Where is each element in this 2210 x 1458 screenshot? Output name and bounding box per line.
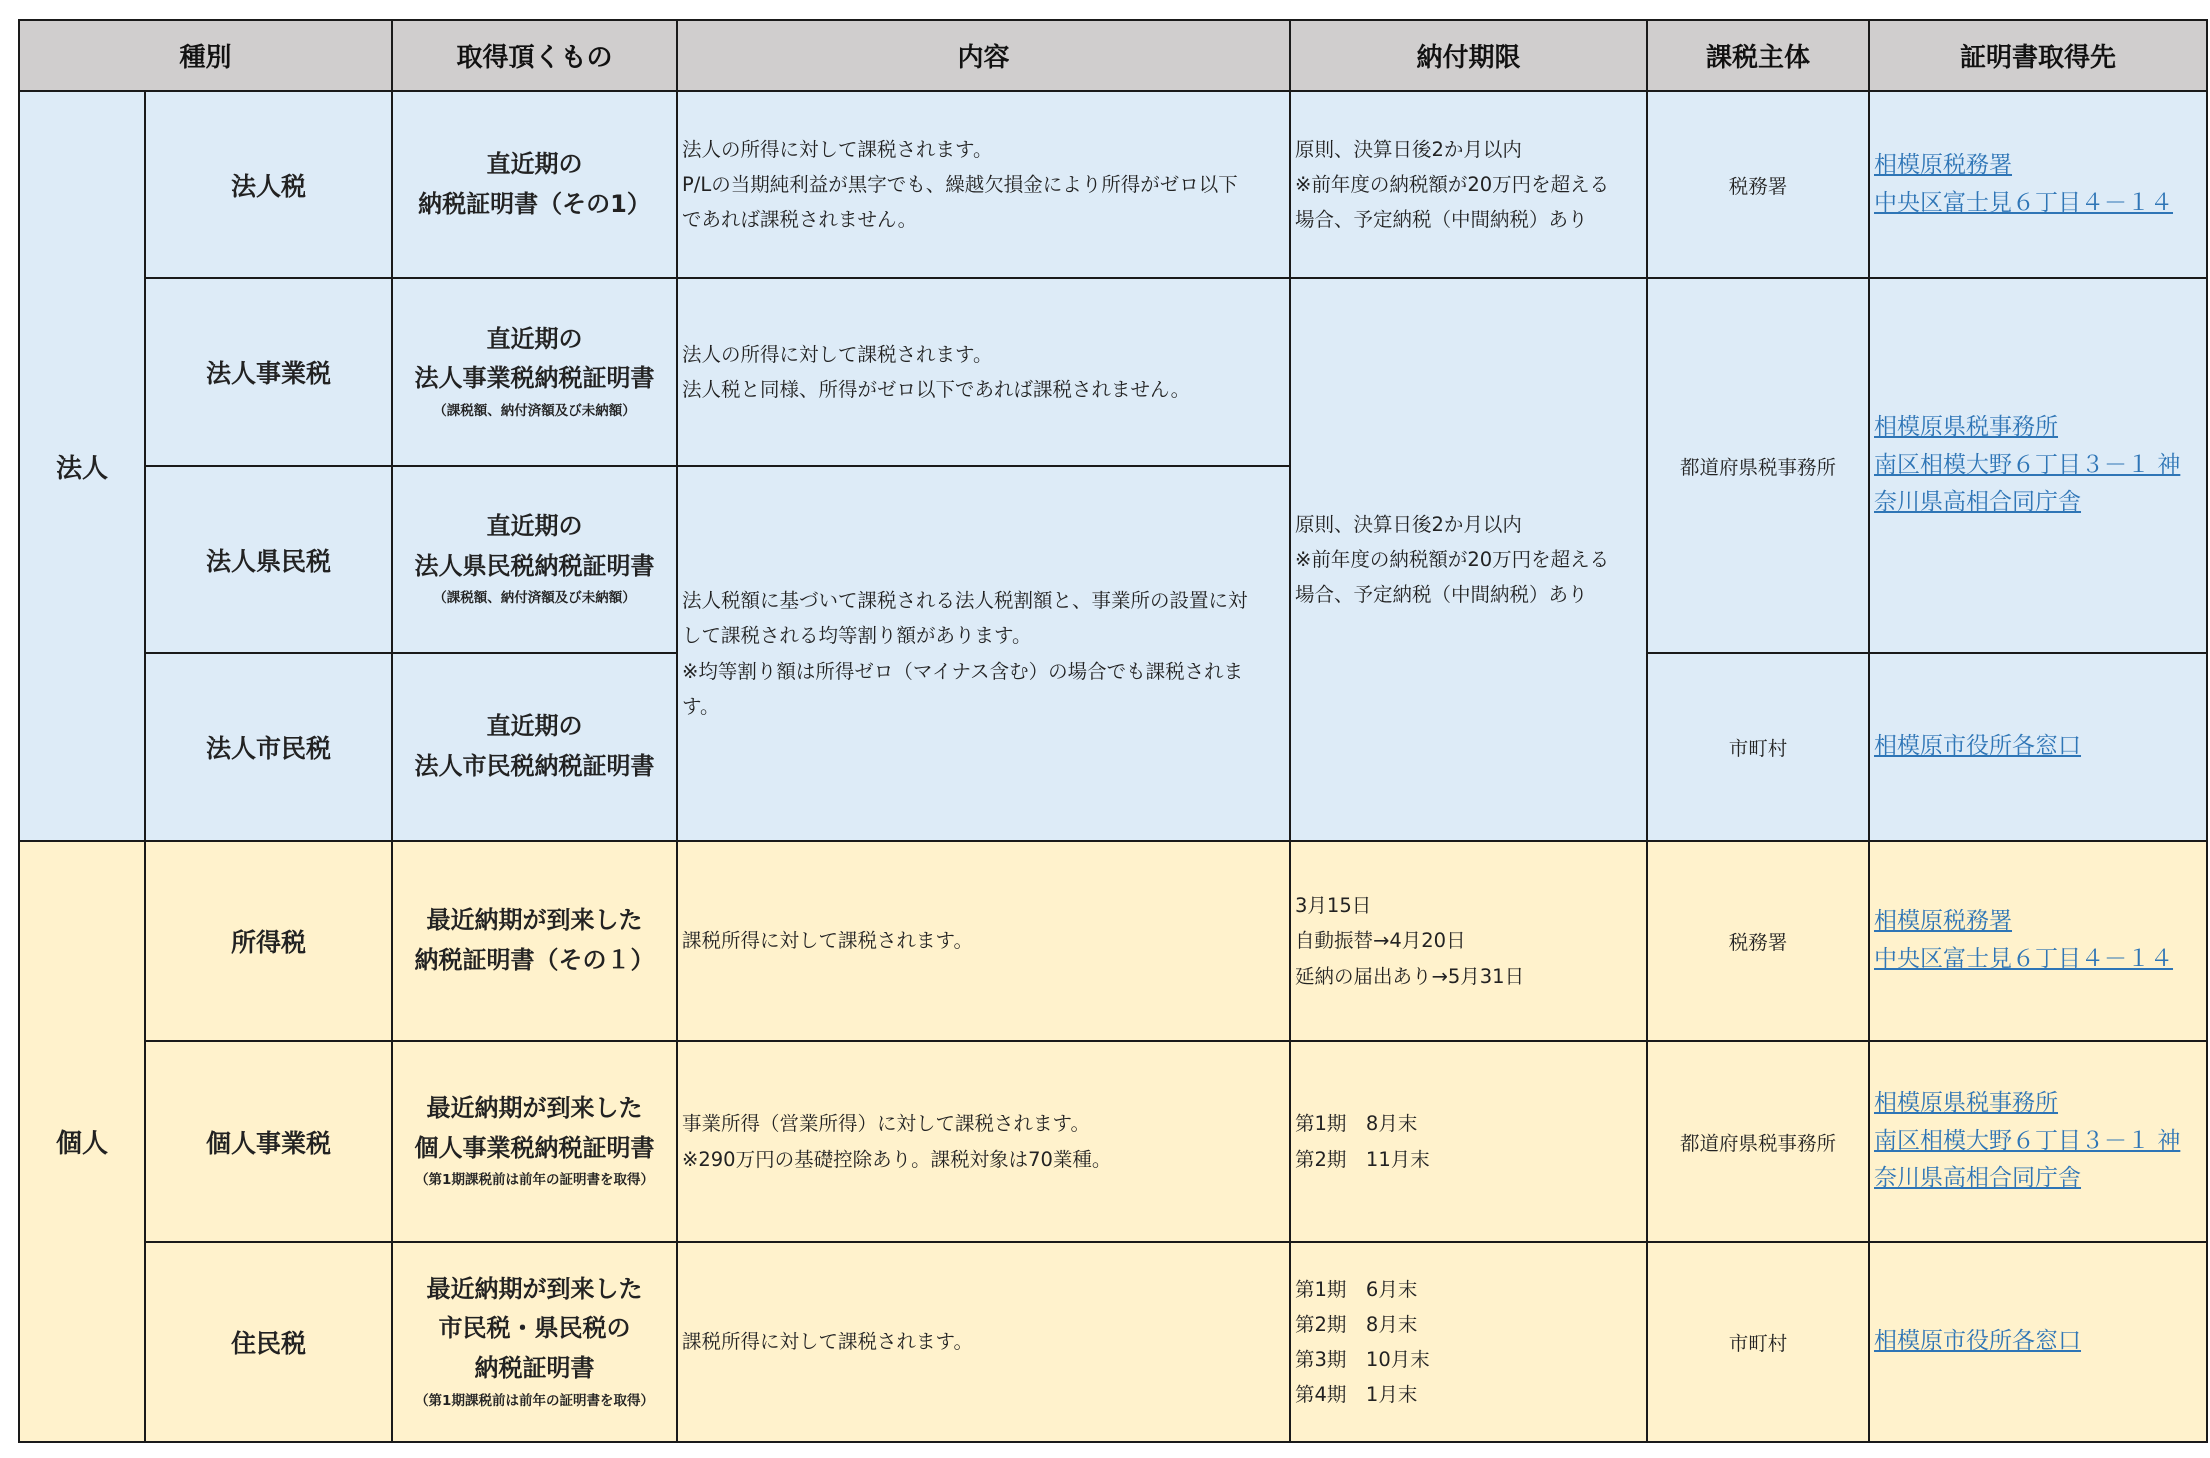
tax-type: 法人県民税 xyxy=(145,466,392,653)
certificate-name xyxy=(392,653,677,841)
tax-content xyxy=(677,466,1290,841)
destination-link[interactable]: 相模原県税事務所 xyxy=(1874,1089,2059,1116)
taxing-authority: 税務署 xyxy=(1647,841,1869,1041)
taxing-authority: 都道府県税事務所 xyxy=(1647,1041,1869,1242)
destination-link[interactable]: 中央区富士見６丁目４－１４ xyxy=(1874,946,2174,972)
deadline-line: 第2期 11月末 xyxy=(1295,1147,1430,1171)
certificate-name xyxy=(392,278,677,466)
deadline-line: 原則、決算日後2か月以内 xyxy=(1295,137,1522,161)
certificate-destination xyxy=(1869,653,2207,841)
certificate-name xyxy=(392,841,677,1041)
certificate-line: 直近期の xyxy=(486,512,583,541)
taxing-authority: 市町村 xyxy=(1647,653,1869,841)
content-line: 課税所得に対して課税されます。 xyxy=(682,929,973,953)
destination-link[interactable]: 南区相模大野６丁目３－１ 神 xyxy=(1874,451,2181,478)
deadline-line: ※前年度の納税額が20万円を超える xyxy=(1295,172,1610,196)
certificate-destination xyxy=(1869,1242,2207,1442)
table-row xyxy=(19,1041,2207,1242)
payment-deadline xyxy=(1290,278,1647,841)
content-line: P/Lの当期純利益が黒字でも、繰越欠損金により所得がゼロ以下 xyxy=(682,172,1238,196)
tax-certificate-table xyxy=(18,19,2208,1443)
deadline-line: 3月15日 xyxy=(1295,894,1372,918)
tax-type: 所得税 xyxy=(145,841,392,1041)
payment-deadline xyxy=(1290,91,1647,278)
deadline-line: ※前年度の納税額が20万円を超える xyxy=(1295,547,1610,571)
certificate-line: 納税証明書 xyxy=(474,1353,595,1382)
tax-content xyxy=(677,278,1290,466)
certificate-destination xyxy=(1869,278,2207,653)
certificate-destination xyxy=(1869,841,2207,1041)
destination-link[interactable]: 奈川県高相合同庁舎 xyxy=(1874,489,2082,516)
taxing-authority: 都道府県税事務所 xyxy=(1647,278,1869,653)
content-line: ※均等割り額は所得ゼロ（マイナス含む）の場合でも課税されま xyxy=(682,659,1244,683)
certificate-destination xyxy=(1869,91,2207,278)
category-individual: 個人 xyxy=(19,841,145,1442)
certificate-line: 法人県民税納税証明書 xyxy=(414,551,655,580)
tax-content xyxy=(677,841,1290,1041)
certificate-line: 直近期の xyxy=(486,324,583,353)
certificate-note: （課税額、納付済額及び未納額） xyxy=(433,402,636,419)
table-row xyxy=(19,278,2207,466)
certificate-line: 法人事業税納税証明書 xyxy=(414,364,655,393)
certificate-line: 最近納期が到来した xyxy=(426,906,643,935)
payment-deadline xyxy=(1290,841,1647,1041)
certificate-line: 納税証明書（その１） xyxy=(414,946,655,974)
certificate-line: 法人市民税納税証明書 xyxy=(414,752,655,780)
destination-link[interactable]: 中央区富士見６丁目４－１４ xyxy=(1874,189,2174,216)
tax-content xyxy=(677,91,1290,278)
deadline-line: 第1期 8月末 xyxy=(1295,1112,1418,1136)
certificate-line: 市民税・県民税の xyxy=(438,1314,631,1343)
table-row xyxy=(19,1242,2207,1442)
certificate-destination xyxy=(1869,1041,2207,1242)
table-row xyxy=(19,91,2207,278)
deadline-line: 原則、決算日後2か月以内 xyxy=(1295,512,1522,536)
certificate-name xyxy=(392,1242,677,1442)
tax-type: 住民税 xyxy=(145,1242,392,1442)
content-line: して課税される均等割り額があります。 xyxy=(682,624,1032,648)
destination-link[interactable]: 相模原市役所各窓口 xyxy=(1874,733,2082,760)
header-authority: 課税主体 xyxy=(1647,20,1869,91)
deadline-line: 延納の届出あり→5月31日 xyxy=(1295,964,1525,988)
content-line: であれば課税されません。 xyxy=(682,208,918,232)
certificate-name xyxy=(392,466,677,653)
tax-type: 個人事業税 xyxy=(145,1041,392,1242)
content-line: 法人の所得に対して課税されます。 xyxy=(682,137,993,161)
certificate-line: 最近納期が到来した xyxy=(426,1274,643,1303)
destination-link[interactable]: 相模原税務署 xyxy=(1874,151,2013,178)
header-row xyxy=(19,20,2207,91)
content-line: 法人税額に基づいて課税される法人税割額と、事業所の設置に対 xyxy=(682,589,1248,613)
destination-link[interactable]: 相模原市役所各窓口 xyxy=(1874,1328,2082,1355)
tax-type: 法人税 xyxy=(145,91,392,278)
certificate-line: 最近納期が到来した xyxy=(426,1094,643,1123)
tax-type: 法人事業税 xyxy=(145,278,392,466)
payment-deadline xyxy=(1290,1242,1647,1442)
certificate-note: （課税額、納付済額及び未納額） xyxy=(433,590,636,607)
destination-link[interactable]: 南区相模大野６丁目３－１ 神 xyxy=(1874,1127,2181,1154)
content-line: 事業所得（営業所得）に対して課税されます。 xyxy=(682,1112,1090,1136)
tax-content xyxy=(677,1041,1290,1242)
destination-link[interactable]: 奈川県高相合同庁舎 xyxy=(1874,1165,2082,1192)
deadline-line: 第4期 1月末 xyxy=(1295,1383,1418,1407)
certificate-note: （第1期課税前は前年の証明書を取得） xyxy=(415,1392,654,1409)
certificate-line: 個人事業税納税証明書 xyxy=(414,1133,655,1162)
deadline-line: 自動振替→4月20日 xyxy=(1295,929,1466,953)
destination-link[interactable]: 相模原税務署 xyxy=(1874,908,2013,935)
table-row xyxy=(19,841,2207,1041)
deadline-line: 場合、予定納税（中間納税）あり xyxy=(1295,208,1588,232)
content-line: す。 xyxy=(682,694,720,718)
content-line: 法人の所得に対して課税されます。 xyxy=(682,342,993,366)
deadline-line: 第1期 6月末 xyxy=(1295,1277,1418,1301)
header-destination: 証明書取得先 xyxy=(1869,20,2207,91)
deadline-line: 第2期 8月末 xyxy=(1295,1312,1418,1336)
payment-deadline xyxy=(1290,1041,1647,1242)
deadline-line: 第3期 10月末 xyxy=(1295,1348,1430,1371)
taxing-authority: 税務署 xyxy=(1647,91,1869,278)
content-line: 課税所得に対して課税されます。 xyxy=(682,1330,973,1354)
content-line: ※290万円の基礎控除あり。課税対象は70業種。 xyxy=(682,1147,1112,1171)
certificate-name xyxy=(392,91,677,278)
certificate-name xyxy=(392,1041,677,1242)
deadline-line: 場合、予定納税（中間納税）あり xyxy=(1295,583,1588,607)
taxing-authority: 市町村 xyxy=(1647,1242,1869,1442)
certificate-note: （第1期課税前は前年の証明書を取得） xyxy=(415,1172,654,1189)
certificate-line: 直近期の xyxy=(486,149,583,178)
certificate-line: 納税証明書（その1） xyxy=(418,189,651,218)
tax-content xyxy=(677,1242,1290,1442)
header-type: 種別 xyxy=(19,20,392,91)
header-certificate: 取得頂くもの xyxy=(392,20,677,91)
certificate-line: 直近期の xyxy=(486,712,583,741)
destination-link[interactable]: 相模原県税事務所 xyxy=(1874,413,2059,440)
tax-type: 法人市民税 xyxy=(145,653,392,841)
category-corporate: 法人 xyxy=(19,91,145,841)
content-line: 法人税と同様、所得がゼロ以下であれば課税されません。 xyxy=(682,378,1191,401)
header-deadline: 納付期限 xyxy=(1290,20,1647,91)
header-content: 内容 xyxy=(677,20,1290,91)
